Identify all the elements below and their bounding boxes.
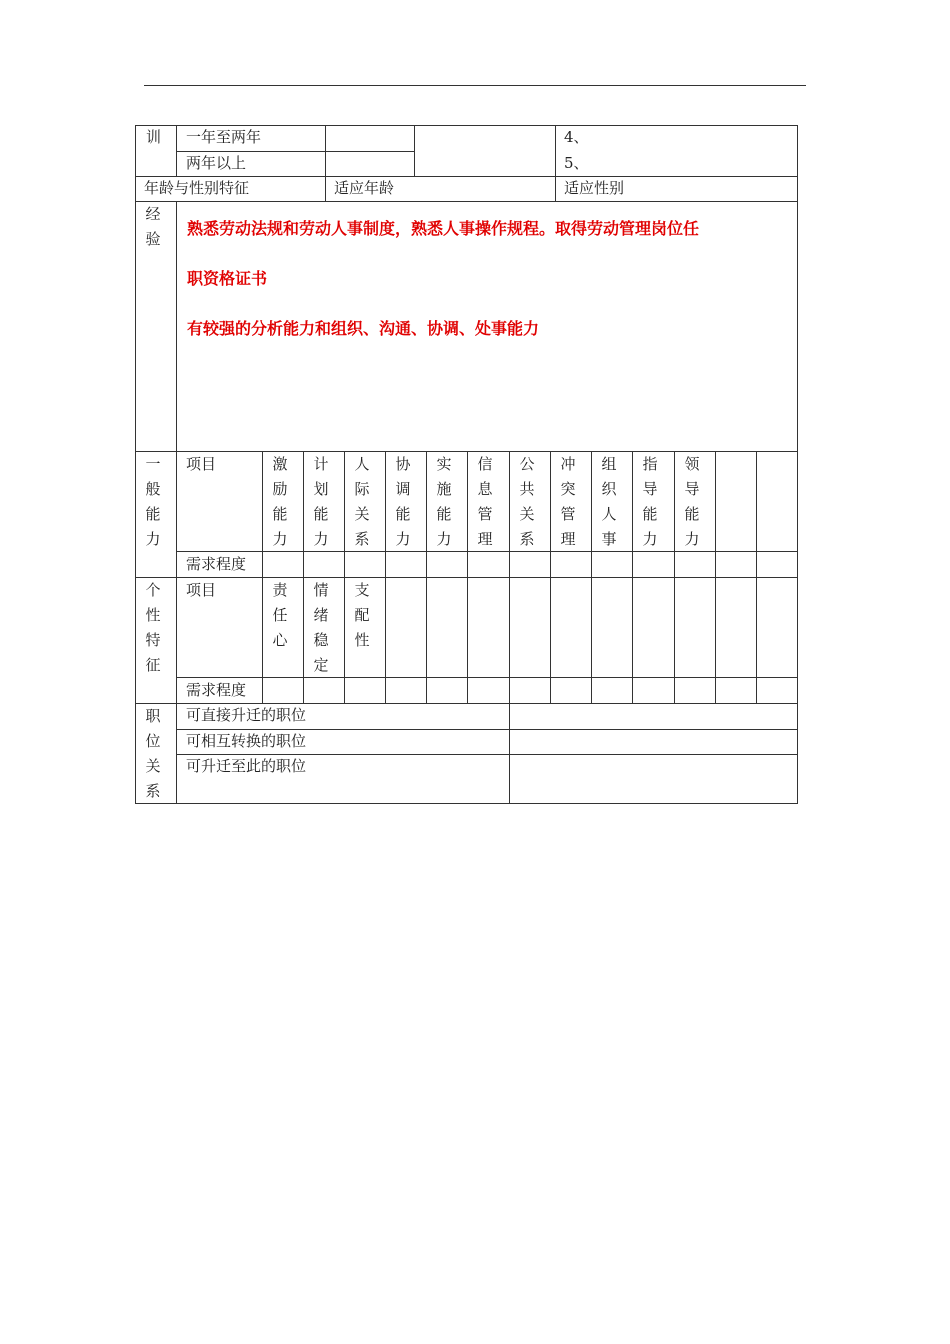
general-ability-demand-value (385, 551, 427, 578)
personality-demand-value (467, 677, 510, 704)
experience-requirement: 有较强的分析能力和组织、沟通、协调、处事能力 (187, 319, 540, 338)
personality-demand-label: 需求程度 (186, 681, 247, 699)
general-ability-item: 指导能力 (642, 455, 658, 548)
training-row-label: 一年至两年 (186, 128, 262, 146)
general-ability-demand-value (756, 551, 798, 578)
position-relation-label: 可升迁至此的职位 (186, 757, 307, 775)
personality-item: 支配性 (354, 581, 370, 649)
personality-item-cell (509, 577, 551, 678)
general-ability-demand-value (715, 551, 757, 578)
personality-demand-value (632, 677, 675, 704)
training-row-1-value-cell (325, 125, 415, 152)
general-ability-demand-label: 需求程度 (186, 555, 247, 573)
personality-item-cell (674, 577, 716, 678)
training-row-2-value-cell (325, 151, 415, 177)
general-ability-item: 计划能力 (313, 455, 329, 548)
personality-item: 责任心 (272, 581, 288, 649)
training-side-label: 训 (146, 128, 162, 146)
general-ability-demand-value (426, 551, 468, 578)
general-ability-item: 实施能力 (436, 455, 452, 548)
general-ability-item: 激励能力 (272, 455, 288, 548)
position-relation-value-cell (509, 703, 798, 730)
general-ability-demand-value (509, 551, 551, 578)
personality-demand-value (303, 677, 345, 704)
general-ability-item: 信息管理 (477, 455, 493, 548)
general-ability-demand-value (674, 551, 716, 578)
personality-item-cell (467, 577, 510, 678)
general-ability-item-label: 项目 (186, 455, 217, 473)
personality-item-label: 项目 (186, 581, 217, 599)
personality-demand-value (344, 677, 386, 704)
personality-demand-value (385, 677, 427, 704)
personality-demand-value (262, 677, 304, 704)
position-relation-label: 可相互转换的职位 (186, 732, 307, 750)
personality-demand-value (674, 677, 716, 704)
personality-demand-value (550, 677, 592, 704)
position-relation-label: 可直接升迁的职位 (186, 706, 307, 724)
personality-demand-value (591, 677, 633, 704)
personality-item-cell (632, 577, 675, 678)
personality-item-cell (550, 577, 592, 678)
personality-item-cell (715, 577, 757, 678)
personality-demand-value (509, 677, 551, 704)
general-ability-item-cell (715, 451, 757, 552)
personality-item-cell (385, 577, 427, 678)
general-ability-demand-value (591, 551, 633, 578)
training-note: 5、 (564, 154, 589, 172)
training-row-label: 两年以上 (186, 154, 247, 172)
personality-demand-value (426, 677, 468, 704)
position-relation-side-label: 职位关系 (145, 707, 161, 800)
personality-side-label: 个性特征 (145, 581, 161, 674)
general-ability-item-cell (756, 451, 798, 552)
training-mid-cell (414, 125, 556, 177)
general-ability-demand-value (467, 551, 510, 578)
position-relation-value-cell (509, 729, 798, 755)
header-rule (144, 85, 806, 86)
general-ability-item: 领导能力 (684, 455, 700, 548)
personality-demand-value (715, 677, 757, 704)
age-gender-label: 年龄与性别特征 (144, 179, 250, 197)
general-ability-demand-value (550, 551, 592, 578)
experience-requirement: 熟悉劳动法规和劳动人事制度，熟悉人事操作规程。取得劳动管理岗位任 (187, 219, 700, 238)
general-ability-demand-value (262, 551, 304, 578)
personality-item-cell (756, 577, 798, 678)
gender-label: 适应性别 (564, 179, 625, 197)
personality-demand-value (756, 677, 798, 704)
age-label: 适应年龄 (334, 179, 395, 197)
experience-side-label: 经验 (145, 205, 161, 248)
general-ability-item: 冲突管理 (560, 455, 576, 548)
training-note: 4、 (564, 128, 589, 146)
general-ability-item: 公共关系 (519, 455, 535, 548)
training-notes-cell (555, 125, 798, 177)
experience-requirement: 职资格证书 (187, 269, 268, 288)
general-ability-demand-value (303, 551, 345, 578)
general-ability-demand-value (632, 551, 675, 578)
general-ability-item: 人际关系 (354, 455, 370, 548)
personality-item-cell (591, 577, 633, 678)
general-ability-side-label: 一般能力 (145, 455, 161, 548)
general-ability-item: 协调能力 (395, 455, 411, 548)
general-ability-demand-value (344, 551, 386, 578)
position-relation-value-cell (509, 754, 798, 804)
general-ability-item: 组织人事 (601, 455, 617, 548)
personality-item: 情绪稳定 (313, 581, 329, 674)
personality-item-cell (426, 577, 468, 678)
